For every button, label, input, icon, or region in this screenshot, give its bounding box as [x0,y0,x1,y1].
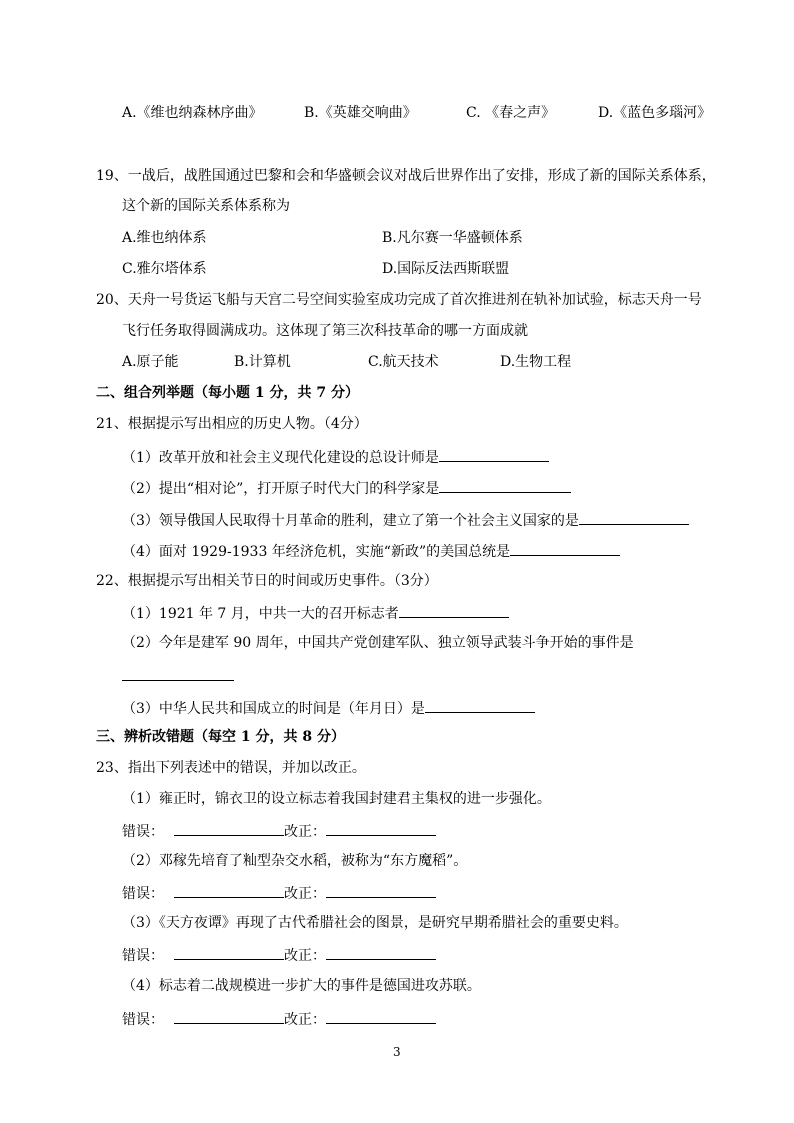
q23-item-4: （4）标志着二战规模进一步扩大的事件是德国进攻苏联。 [122,978,481,994]
q21-item-2-blank[interactable] [439,477,571,493]
q22-item-3 [122,697,535,719]
q19-option-c: C.雅尔塔体系 [122,261,207,277]
fix-label: 改正： [284,886,326,902]
q21-item-3-blank[interactable] [579,509,689,525]
error-label: 错误： [122,948,164,964]
q19-option-b: B.凡尔赛一华盛顿体系 [382,230,523,246]
q22-item-1-text: （1）1921 年 7 月，中共一大的召开标志者 [122,606,399,622]
q22-item-2-blank[interactable] [122,665,234,681]
q23-answer-row-3 [122,944,436,966]
q21-item-4-blank[interactable] [510,540,620,556]
error-blank[interactable] [174,820,284,836]
q22-item-1-blank[interactable] [399,602,509,618]
section3-title: 三、辨析改错题（每空 1 分，共 8 分） [96,729,345,745]
error-blank[interactable] [174,1008,284,1024]
fix-label: 改正： [284,1012,326,1028]
q21-item-1-text: （1）改革开放和社会主义现代化建设的总设计师是 [122,450,439,466]
q19-line1: 19、一战后，战胜国通过巴黎和会和华盛顿会议对战后世界作出了安排，形成了新的国际关系体系， [96,168,716,184]
fix-blank[interactable] [326,944,436,960]
q21-item-1 [122,446,549,468]
q23-stem: 23、指出下列表述中的错误，并加以改正。 [96,760,366,776]
fix-blank[interactable] [326,882,436,898]
q22-stem: 22、根据提示写出相关节日的时间或历史事件。（3分） [96,573,438,589]
q22-item-3-text: （3）中华人民共和国成立的时间是（年月日）是 [122,701,425,717]
q22-item-3-blank[interactable] [425,697,535,713]
page-number: 3 [393,1045,401,1059]
q19-option-d: D.国际反法西斯联盟 [382,261,510,277]
error-blank[interactable] [174,944,284,960]
fix-label: 改正： [284,948,326,964]
q21-item-4-text: （4）面对 1929-1933 年经济危机，实施“新政”的美国总统是 [122,544,511,560]
q21-item-3 [122,509,689,531]
q20-line2: 飞行任务取得圆满成功。这体现了第三次科技革命的哪一方面成就 [122,323,528,339]
q22-item-2: （2）今年是建军 90 周年，中国共产党创建军队、独立领导武装斗争开始的事件是 [122,635,634,651]
fix-label: 改正： [284,824,326,840]
q22-item-1 [122,602,509,624]
q21-stem: 21、根据提示写出相应的历史人物。（4分） [96,416,368,432]
section2-title: 二、组合列举题（每小题 1 分，共 7 分） [96,385,359,401]
q18-option-d: D.《蓝色多瑙河》 [598,105,712,121]
q20-line1: 20、天舟一号货运飞船与天宫二号空间实验室成功完成了首次推进剂在轨补加试验，标志天舟一号 [96,292,702,308]
q20-option-d: D.生物工程 [500,354,572,370]
q19-option-a: A.维也纳体系 [122,230,207,246]
q18-option-c: C. 《春之声》 [466,105,556,121]
q21-item-2-text: （2）提出“相对论”，打开原子时代大门的科学家是 [122,481,440,497]
q20-option-c: C.航天技术 [368,354,439,370]
q23-answer-row-4 [122,1008,436,1030]
q21-item-2 [122,477,571,499]
error-label: 错误： [122,1012,164,1028]
q23-item-1: （1）雍正时，锦衣卫的设立标志着我国封建君主集权的进一步强化。 [122,791,551,807]
q21-item-4 [122,540,620,562]
q19-line2: 这个新的国际关系体系称为 [122,198,290,214]
q21-item-3-text: （3）领导俄国人民取得十月革命的胜利，建立了第一个社会主义国家的是 [122,513,579,529]
q20-option-b: B.计算机 [234,354,291,370]
fix-blank[interactable] [326,820,436,836]
q21-item-1-blank[interactable] [439,446,549,462]
q20-option-a: A.原子能 [122,354,179,370]
q18-option-a: A.《维也纳森林序曲》 [122,105,263,121]
q23-item-2: （2）邓稼先培育了籼型杂交水稻，被称为“东方魔稻”。 [122,853,468,869]
fix-blank[interactable] [326,1008,436,1024]
q23-answer-row-1 [122,820,436,842]
error-blank[interactable] [174,882,284,898]
error-label: 错误： [122,824,164,840]
q18-option-b: B.《英雄交响曲》 [304,105,417,121]
error-label: 错误： [122,886,164,902]
q23-item-3: （3）《天方夜谭》再现了古代希腊社会的图景，是研究早期希腊社会的重要史料。 [122,915,628,931]
q23-answer-row-2 [122,882,436,904]
